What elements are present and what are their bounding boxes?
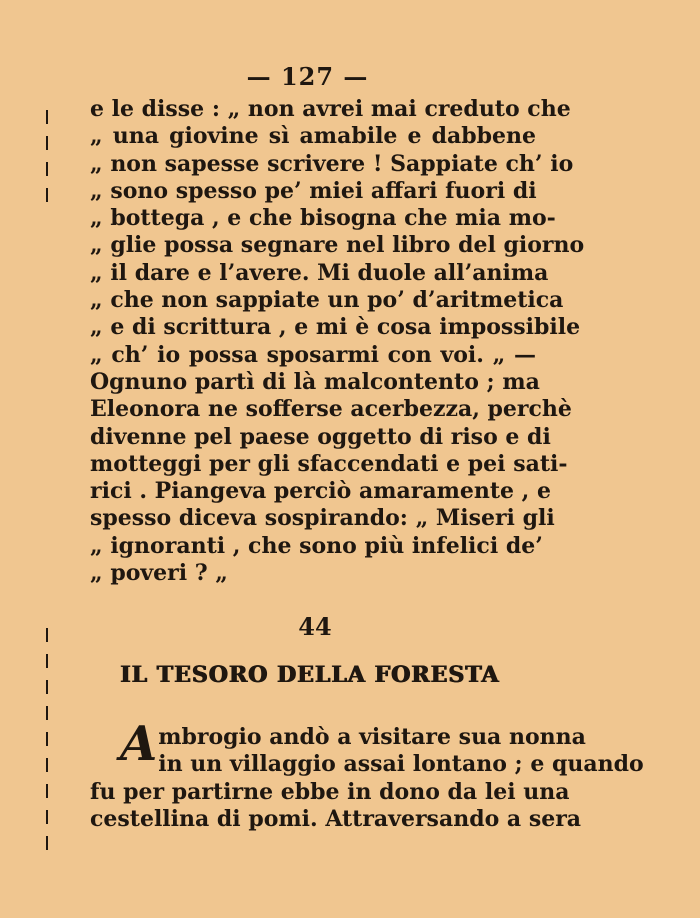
margin-marks-top	[46, 110, 49, 214]
text-line: Ognuno partì di là malcontento ; ma	[90, 368, 540, 395]
text-line: cestellina di pomi. Attraversando a sera	[90, 805, 582, 832]
margin-tick	[46, 680, 48, 694]
text-line: motteggi per gli sfaccendati e pei sati-	[90, 450, 568, 477]
text-line: „ bottega , e che bisogna che mia mo-	[90, 205, 556, 232]
text-line: „ che non sappiate un po’ d’aritmetica	[90, 287, 564, 314]
body-text	[90, 96, 585, 587]
text-line: fu per partirne ebbe in dono da lei una	[90, 778, 570, 805]
drop-cap: A	[120, 716, 158, 772]
text-line: „ glie possa segnare nel libro del giorno	[90, 232, 585, 259]
text-line: rici . Piangeva perciò amaramente , e	[90, 478, 552, 505]
text-line: spesso diceva sospirando: „ Miseri gli	[90, 505, 555, 532]
margin-tick	[46, 732, 48, 746]
text-line: mbrogio andò a visitare sua nonna	[158, 724, 586, 750]
text-line: „ ignoranti , che sono più infelici de’	[90, 532, 543, 559]
margin-tick	[46, 188, 48, 202]
text-line: „ poveri ? „	[90, 560, 228, 587]
margin-tick	[46, 110, 48, 124]
margin-tick	[46, 758, 48, 772]
text-line: „ il dare e l’avere. Mi duole all’anima	[90, 259, 549, 286]
story-text	[90, 716, 644, 833]
text-line: „ una giovine sì amabile e dabbene	[90, 123, 536, 150]
page-number: — 127 —	[246, 62, 369, 91]
text-line: „ ch’ io possa sposarmi con voi. „ —	[90, 341, 536, 368]
margin-tick	[46, 836, 48, 850]
margin-marks-bottom	[46, 628, 49, 862]
text-line: „ sono spesso pe’ miei affari fuori di	[90, 177, 537, 204]
text-line: „ e di scrittura , e mi è cosa impossibile	[90, 314, 581, 341]
margin-tick	[46, 810, 48, 824]
margin-tick	[46, 784, 48, 798]
text-line: Eleonora ne sofferse acerbezza, perchè	[90, 396, 572, 423]
story-number: 44	[298, 612, 332, 641]
story-title: IL TESORO DELLA FORESTA	[120, 662, 500, 688]
text-line: „ non sapesse scrivere ! Sappiate ch’ io	[90, 150, 574, 177]
margin-tick	[46, 136, 48, 150]
margin-tick	[46, 706, 48, 720]
text-line: e le disse : „ non avrei mai creduto che	[90, 96, 571, 122]
text-line: divenne pel paese oggetto di riso e di	[90, 423, 551, 450]
text-line: in un villaggio assai lontano ; e quando	[158, 751, 644, 778]
margin-tick	[46, 654, 48, 668]
margin-tick	[46, 162, 48, 176]
